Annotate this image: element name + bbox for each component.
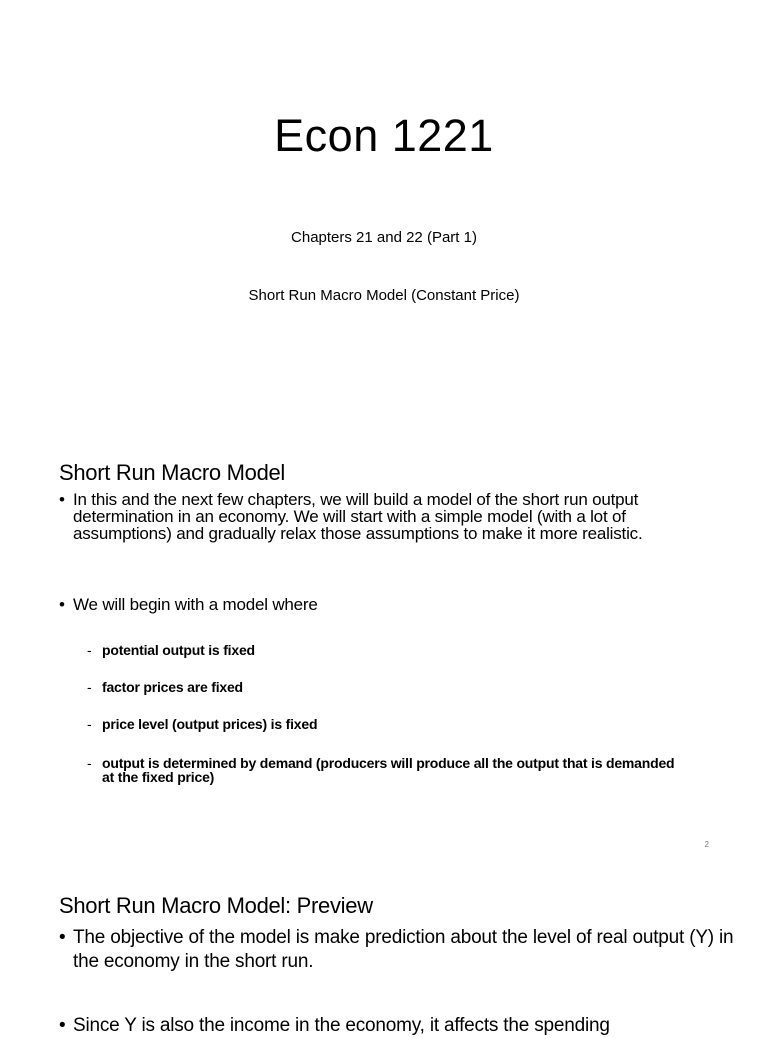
sub-list-text: potential output is fixed [102, 642, 255, 658]
bullet-marker: • [59, 1015, 66, 1036]
slide-heading: Short Run Macro Model: Preview [59, 893, 373, 918]
bullet-marker: • [59, 927, 66, 948]
dash-marker: - [87, 679, 92, 695]
dash-marker: - [87, 716, 92, 732]
chapters-subtitle: Chapters 21 and 22 (Part 1) [291, 229, 477, 246]
slide-short-run-macro-model [0, 432, 768, 864]
title-slide [0, 0, 768, 432]
page-number: 2 [704, 840, 709, 849]
bullet-item [59, 491, 709, 542]
slide-heading: Short Run Macro Model [59, 460, 286, 485]
bullet-text: In this and the next few chapters, we will build a model of the short run output determination in an economy. We will start with a simple model (with a lot of assumptions) and gradually relax those assumptions to make it more realistic. [73, 490, 643, 543]
presentation-title: Econ 1221 [274, 110, 494, 161]
bullet-text: We will begin with a model where [73, 595, 318, 614]
bullet-text: The objective of the model is make prediction about the level of real output (Y) in the economy in the short run. [73, 927, 734, 972]
sub-list-text: output is determined by demand (producers will produce all the output that is demanded at the fixed price) [102, 755, 675, 785]
dash-marker: - [87, 755, 92, 771]
bullet-item [59, 926, 739, 974]
sub-list-text: price level (output prices) is fixed [102, 716, 318, 732]
bullet-text: Since Y is also the income in the economy, it affects the spending [73, 1015, 610, 1036]
bullet-marker: • [59, 490, 65, 509]
sub-list-text: factor prices are fixed [102, 679, 243, 695]
bullet-item [59, 596, 709, 613]
sub-list-item [87, 756, 687, 784]
slide-short-run-macro-model-preview [0, 864, 768, 1036]
sub-list-item [87, 717, 687, 731]
bullet-item [59, 1014, 739, 1038]
topic-subtitle: Short Run Macro Model (Constant Price) [248, 287, 520, 304]
bullet-marker: • [59, 595, 65, 614]
sub-list-item [87, 680, 687, 694]
dash-marker: - [87, 642, 92, 658]
sub-list-item [87, 643, 687, 657]
